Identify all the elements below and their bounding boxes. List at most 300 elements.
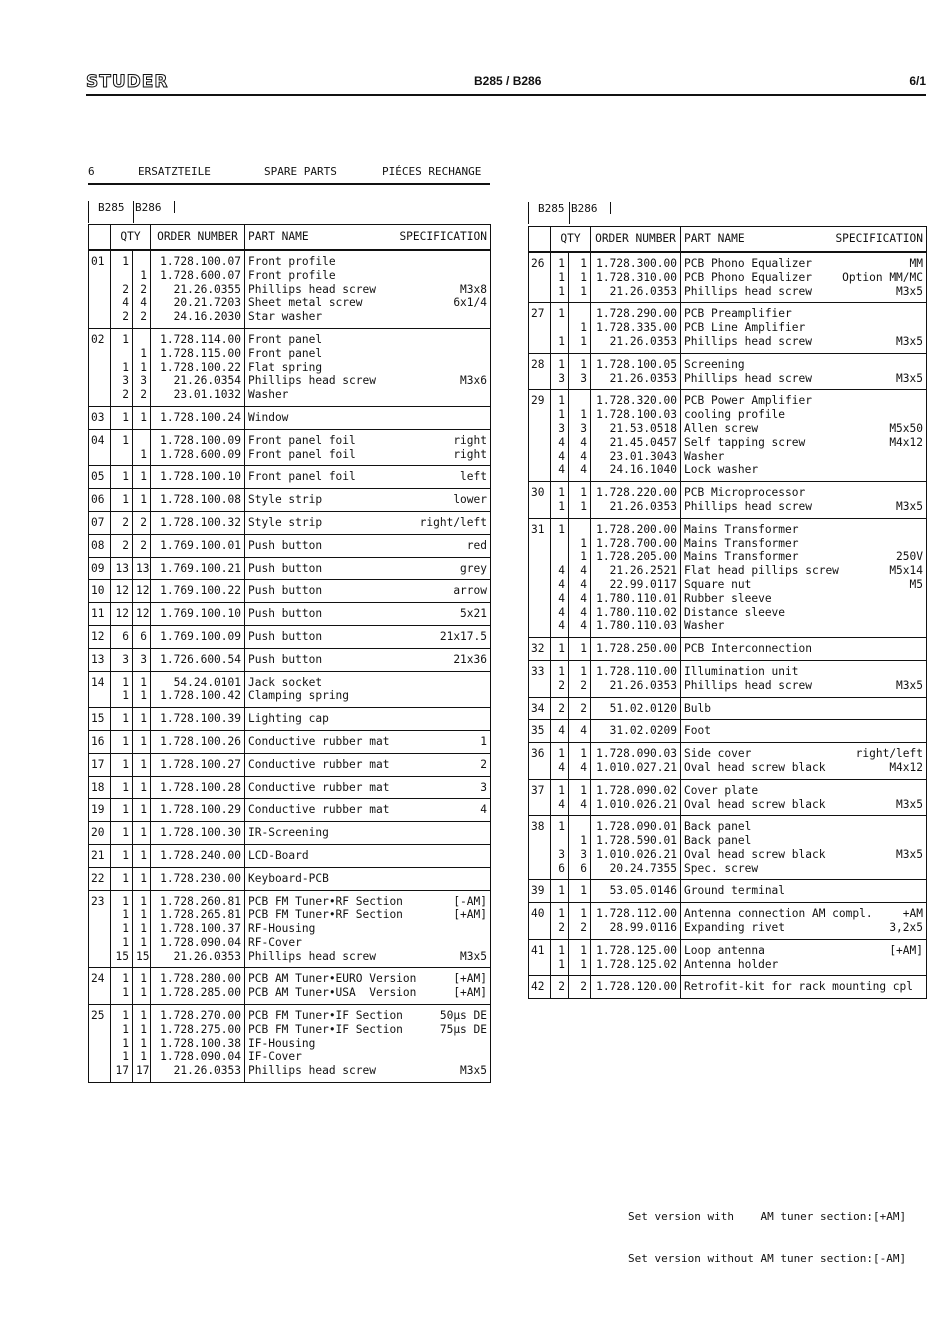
part-group-row: [89, 844, 491, 867]
part-line: [684, 907, 923, 921]
part-line: [248, 470, 487, 484]
part-line: [248, 922, 487, 936]
part-name: PCB Line Amplifier: [684, 321, 806, 335]
order-number: 24.16.1040: [609, 463, 677, 477]
qty-b286: 4: [580, 591, 587, 605]
qty-b285: 1: [558, 307, 565, 321]
part-group-row: [89, 822, 491, 845]
qty-b285: 4: [558, 760, 565, 774]
part-line: [684, 578, 923, 592]
part-group-row: [529, 353, 927, 390]
part-line: [684, 450, 923, 464]
part-name: Back panel: [684, 820, 752, 834]
specification: [+AM]: [453, 908, 487, 922]
qty-b285: 1: [122, 1009, 129, 1023]
order-number: 1.728.100.09: [160, 433, 241, 447]
qty-b286: [136, 333, 147, 347]
qty-b285: 1: [122, 922, 129, 936]
qty-b285: 4: [558, 577, 565, 591]
part-name: Push button: [248, 629, 323, 643]
part-line: [684, 702, 923, 716]
part-name: Antenna holder: [684, 957, 779, 971]
part-line: [684, 848, 923, 862]
specification: M5x14: [889, 564, 923, 578]
qty-b285: 1: [558, 408, 565, 422]
order-number: 1.728.100.27: [160, 757, 241, 771]
order-number: 1.780.110.01: [596, 591, 677, 605]
order-number: 20.21.7203: [173, 296, 241, 310]
order-number: 1.728.100.28: [160, 780, 241, 794]
position-number: 36: [531, 747, 545, 761]
part-line: [684, 724, 923, 738]
part-line: [248, 516, 487, 530]
order-number: 21.26.2521: [609, 564, 677, 578]
order-number: 1.769.100.10: [160, 607, 241, 621]
specification: lower: [453, 493, 487, 507]
part-line: [684, 537, 923, 551]
part-name: Style strip: [248, 493, 323, 507]
qty-b285: 1: [558, 747, 565, 761]
part-line: [248, 539, 487, 553]
qty-b286: 13: [136, 561, 150, 575]
model-label-b285: B285: [98, 201, 125, 214]
specification: M3x5: [896, 847, 923, 861]
qty-b285: 1: [122, 1022, 129, 1036]
qty-b285: 3: [558, 847, 565, 861]
order-number: 1.728.114.00: [160, 332, 241, 346]
section-number: 6: [88, 165, 95, 178]
qty-b286: 1: [580, 499, 587, 513]
order-number: 21.26.0353: [609, 371, 677, 385]
qty-b286: 2: [580, 678, 587, 692]
part-name: Rubber sleeve: [684, 591, 772, 605]
qty-b285: 1: [122, 360, 129, 374]
position-number: 33: [531, 664, 545, 678]
part-line: [248, 849, 487, 863]
qty-b285: 13: [115, 561, 129, 575]
part-group-row: [89, 511, 491, 534]
qty-b286: 1: [140, 780, 147, 794]
part-name: PCB FM Tuner•RF Section: [248, 908, 403, 922]
qty-b286: 1: [580, 486, 587, 500]
section-title-fr: PIÉCES RECHANGE: [382, 165, 482, 178]
part-group-row: [529, 743, 927, 780]
order-number: 21.53.0518: [609, 421, 677, 435]
part-group-row: [89, 968, 491, 1005]
order-number: 1.728.100.22: [160, 360, 241, 374]
order-number: 1.769.100.09: [160, 629, 241, 643]
qty-b285: 1: [558, 357, 565, 371]
part-line: [248, 361, 487, 375]
footnote-line: Set version without AM tuner section:[-AM]: [628, 1252, 907, 1265]
qty-b285: 2: [558, 921, 565, 935]
qty-b285: 1: [122, 1036, 129, 1050]
position-number: 25: [91, 1009, 105, 1023]
part-group-row: [89, 1005, 491, 1083]
order-number: 1.728.100.39: [160, 712, 241, 726]
part-line: [684, 372, 923, 386]
qty-b285: 2: [122, 282, 129, 296]
part-line: [684, 862, 923, 876]
order-number: 1.769.100.01: [160, 538, 241, 552]
qty-b285: 1: [122, 972, 129, 986]
position-number: 11: [91, 607, 105, 621]
position-number: 02: [91, 332, 105, 346]
section-heading: [88, 165, 490, 185]
part-line: [248, 872, 487, 886]
part-name: PCB FM Tuner•RF Section: [248, 894, 403, 908]
part-group-row: [89, 406, 491, 429]
part-group-row: [89, 603, 491, 626]
qty-b286: 1: [140, 894, 147, 908]
part-name: PCB Microprocessor: [684, 486, 806, 500]
position-number: 05: [91, 470, 105, 484]
part-name-header: PART NAME SPECIFICATION: [681, 227, 927, 253]
part-line: [248, 333, 487, 347]
qty-b286: 4: [580, 724, 587, 738]
part-name: Illumination unit: [684, 664, 799, 678]
part-line: [248, 1064, 487, 1078]
order-number: 1.728.100.07: [160, 255, 241, 268]
qty-b286: 4: [580, 577, 587, 591]
order-number: 1.728.335.00: [596, 321, 677, 335]
part-line: [684, 592, 923, 606]
specification: 21x36: [453, 652, 487, 666]
part-line: [684, 358, 923, 372]
part-line: [248, 653, 487, 667]
specification: M3x6: [460, 374, 487, 388]
part-line: [684, 980, 923, 994]
qty-b285: 2: [558, 980, 565, 994]
specification: [+AM]: [453, 972, 487, 986]
part-line: [684, 500, 923, 514]
qty-b285: 1: [558, 884, 565, 898]
specification: M5: [909, 577, 923, 591]
part-line: [684, 335, 923, 349]
order-number: 1.728.115.00: [160, 346, 241, 360]
qty-b286: 2: [580, 921, 587, 935]
am-version-footnote: [628, 1182, 906, 1280]
qty-b285: 3: [122, 652, 129, 666]
part-name: Front panel foil: [248, 470, 356, 484]
part-line: [684, 271, 923, 285]
part-name: Loop antenna: [684, 943, 765, 957]
part-name: Phillips head screw: [684, 371, 812, 385]
order-number: 1.728.300.00: [596, 257, 677, 270]
part-line: [684, 606, 923, 620]
order-number: 21.26.0353: [173, 1064, 241, 1078]
part-line: [684, 257, 923, 271]
qty-b286: 2: [140, 310, 147, 324]
part-group-row: [529, 303, 927, 353]
order-number: 1.728.125.00: [596, 943, 677, 957]
part-line: [248, 1023, 487, 1037]
qty-b285: 2: [122, 388, 129, 402]
part-name: Phillips head screw: [684, 499, 812, 513]
qty-b285: 1: [122, 848, 129, 862]
part-group-row: [89, 708, 491, 731]
part-name: PCB AM Tuner•EURO Version: [248, 972, 417, 986]
order-number: 1.728.090.02: [596, 783, 677, 797]
part-line: [248, 758, 487, 772]
qty-b286: 1: [580, 321, 587, 335]
qty-b285: 15: [115, 949, 129, 963]
part-name: Conductive rubber mat: [248, 757, 390, 771]
specification: +AM: [902, 907, 923, 921]
order-number: 24.16.2030: [173, 310, 241, 324]
order-number: 22.99.0117: [609, 577, 677, 591]
specification: right: [453, 447, 487, 461]
qty-b285: 1: [558, 642, 565, 656]
qty-b286: 1: [140, 410, 147, 424]
part-name: Front panel: [248, 332, 323, 346]
order-number: 21.26.0353: [173, 949, 241, 963]
order-number: 1.728.700.00: [596, 536, 677, 550]
part-line: [248, 1050, 487, 1064]
part-line: [684, 679, 923, 693]
order-number: 1.728.250.00: [596, 642, 677, 656]
part-name-header: PART NAME SPECIFICATION: [245, 225, 491, 251]
part-name: Back panel: [684, 834, 752, 848]
qty-b286: 4: [580, 463, 587, 477]
order-number: 1.728.600.07: [160, 268, 241, 282]
order-number: 1.728.100.03: [596, 408, 677, 422]
part-group-row: [89, 250, 491, 328]
qty-b286: 3: [140, 374, 147, 388]
order-number: 28.99.0116: [609, 921, 677, 935]
qty-b286: 3: [580, 847, 587, 861]
part-name: PCB FM Tuner•IF Section: [248, 1009, 403, 1023]
qty-b285: 4: [558, 724, 565, 738]
part-group-row: [529, 660, 927, 697]
part-group-row: [89, 466, 491, 489]
part-group-row: [89, 328, 491, 406]
qty-b285: 1: [558, 270, 565, 284]
part-name: Bulb: [684, 701, 711, 715]
specification: M3x5: [896, 797, 923, 811]
footnote-line: Set version with AM tuner section:[+AM]: [628, 1210, 907, 1223]
part-line: [248, 584, 487, 598]
position-number: 23: [91, 894, 105, 908]
spare-parts-table-left: [88, 224, 491, 1083]
part-name: Front panel foil: [248, 433, 356, 447]
qty-b285: 6: [558, 861, 565, 875]
part-group-row: [529, 976, 927, 999]
part-name: Oval head screw black: [684, 847, 826, 861]
part-group-row: [89, 730, 491, 753]
part-name: Mains Transformer: [684, 522, 799, 536]
qty-b286: 1: [580, 642, 587, 656]
part-name: Phillips head screw: [684, 284, 812, 298]
part-group-row: [89, 776, 491, 799]
part-group-row: [89, 753, 491, 776]
part-line: [684, 798, 923, 812]
part-name: Washer: [684, 449, 725, 463]
qty-b285: 4: [558, 564, 565, 578]
qty-b286: 3: [580, 371, 587, 385]
part-name: Front profile: [248, 268, 336, 282]
position-number: 08: [91, 538, 105, 552]
position-number: 06: [91, 493, 105, 507]
qty-b286: [572, 307, 587, 321]
order-number: 1.728.100.26: [160, 734, 241, 748]
part-name: Front panel foil: [248, 447, 356, 461]
order-number: 1.780.110.03: [596, 619, 677, 633]
part-line: [248, 388, 487, 402]
qty-b286: 4: [580, 760, 587, 774]
qty-b285: [554, 537, 565, 551]
specification: MM: [909, 257, 923, 270]
specification: red: [466, 538, 487, 552]
part-line: [248, 374, 487, 388]
qty-b286: 4: [580, 797, 587, 811]
order-number: 23.01.1032: [173, 388, 241, 402]
order-number: 1.728.310.00: [596, 270, 677, 284]
position-number: 09: [91, 561, 105, 575]
part-name: Oval head screw black: [684, 797, 826, 811]
qty-b285: [114, 269, 129, 283]
part-group-row: [89, 580, 491, 603]
qty-b286: 1: [580, 834, 587, 848]
qty-b285: 1: [122, 255, 129, 268]
specification: 21x17.5: [439, 629, 487, 643]
part-name: PCB Interconnection: [684, 642, 812, 656]
qty-b286: 1: [140, 757, 147, 771]
specification: M3x5: [460, 1064, 487, 1078]
qty-b286: 1: [140, 1050, 147, 1064]
qty-b285: 1: [122, 410, 129, 424]
qty-b286: 1: [580, 257, 587, 270]
order-number: 1.728.090.01: [596, 820, 677, 834]
order-number: 1.728.100.29: [160, 803, 241, 817]
section-title-en: SPARE PARTS: [264, 165, 337, 178]
part-name: Allen screw: [684, 421, 759, 435]
order-number: 1.728.100.30: [160, 826, 241, 840]
part-name: Flat spring: [248, 360, 323, 374]
qty-b285: 1: [122, 433, 129, 447]
specification: 3,2x5: [889, 921, 923, 935]
qty-b286: 1: [580, 357, 587, 371]
position-number: 01: [91, 255, 105, 268]
qty-b285: 3: [558, 371, 565, 385]
order-number: 1.728.120.00: [596, 980, 677, 994]
model-tab-right: [528, 202, 618, 224]
part-name: cooling profile: [684, 408, 786, 422]
part-line: [684, 486, 923, 500]
qty-b286: [572, 820, 587, 834]
qty-b285: 1: [558, 499, 565, 513]
qty-b285: 1: [122, 780, 129, 794]
qty-b285: 12: [115, 584, 129, 598]
qty-b286: [572, 523, 587, 537]
qty-b285: 1: [558, 943, 565, 957]
qty-b285: 1: [122, 757, 129, 771]
qty-b285: 3: [558, 421, 565, 435]
position-number: 34: [531, 701, 545, 715]
position-number: 42: [531, 980, 545, 994]
part-line: [248, 296, 487, 310]
model-title: B285 / B286: [474, 74, 542, 88]
qty-b286: 1: [140, 972, 147, 986]
qty-b285: 4: [558, 463, 565, 477]
order-number: 1.728.600.09: [160, 447, 241, 461]
order-number: 1.728.240.00: [160, 848, 241, 862]
part-line: [248, 986, 487, 1000]
qty-b285: 1: [122, 1050, 129, 1064]
specification: [-AM]: [453, 894, 487, 908]
qty-b285: 4: [558, 435, 565, 449]
specification: left: [460, 470, 487, 484]
part-line: [684, 422, 923, 436]
position-number: 41: [531, 943, 545, 957]
qty-b286: 1: [140, 922, 147, 936]
part-line: [684, 665, 923, 679]
qty-b285: 1: [558, 783, 565, 797]
qty-b286: [136, 434, 147, 448]
qty-b285: 4: [558, 449, 565, 463]
part-line: [248, 972, 487, 986]
part-group-row: [529, 816, 927, 880]
qty-b286: 1: [580, 943, 587, 957]
specification: M3x5: [896, 334, 923, 348]
spare-parts-table-right: [528, 226, 927, 999]
part-name: IR-Screening: [248, 826, 329, 840]
part-name: Side cover: [684, 747, 752, 761]
part-line: [684, 564, 923, 578]
qty-b285: 4: [558, 591, 565, 605]
part-line: [248, 735, 487, 749]
qty-b286: 17: [136, 1064, 150, 1078]
part-group-row: [89, 867, 491, 890]
order-number: 1.728.265.81: [160, 908, 241, 922]
order-number: 21.26.0353: [609, 499, 677, 513]
part-name: Conductive rubber mat: [248, 780, 390, 794]
qty-b285: 1: [122, 803, 129, 817]
order-number: 1.728.260.81: [160, 894, 241, 908]
qty-b285: 1: [558, 664, 565, 678]
part-line: [248, 493, 487, 507]
specification: M5x50: [889, 421, 923, 435]
qty-b286: 1: [140, 986, 147, 1000]
part-name: Retrofit-kit for rack mounting cpl: [684, 980, 914, 994]
qty-b286: 1: [580, 747, 587, 761]
qty-b286: 2: [580, 980, 587, 994]
order-number: 1.728.285.00: [160, 986, 241, 1000]
order-number: 1.728.275.00: [160, 1022, 241, 1036]
position-number: 15: [91, 712, 105, 726]
specification: 4: [480, 803, 487, 817]
part-line: [248, 607, 487, 621]
part-name: Washer: [684, 619, 725, 633]
part-line: [684, 958, 923, 972]
order-number: 1.728.100.24: [160, 410, 241, 424]
part-line: [248, 803, 487, 817]
position-number: 13: [91, 652, 105, 666]
qty-b286: 1: [140, 689, 147, 703]
part-line: [684, 463, 923, 477]
part-line: [248, 781, 487, 795]
part-line: [684, 285, 923, 299]
qty-b285: 1: [122, 826, 129, 840]
specification: 75µs DE: [439, 1022, 487, 1036]
qty-b286: 1: [140, 734, 147, 748]
part-line: [684, 619, 923, 633]
part-line: [248, 1037, 487, 1051]
part-group-row: [89, 648, 491, 671]
position-number: 16: [91, 734, 105, 748]
order-number: 1.728.205.00: [596, 550, 677, 564]
specification: 6x1/4: [453, 296, 487, 310]
